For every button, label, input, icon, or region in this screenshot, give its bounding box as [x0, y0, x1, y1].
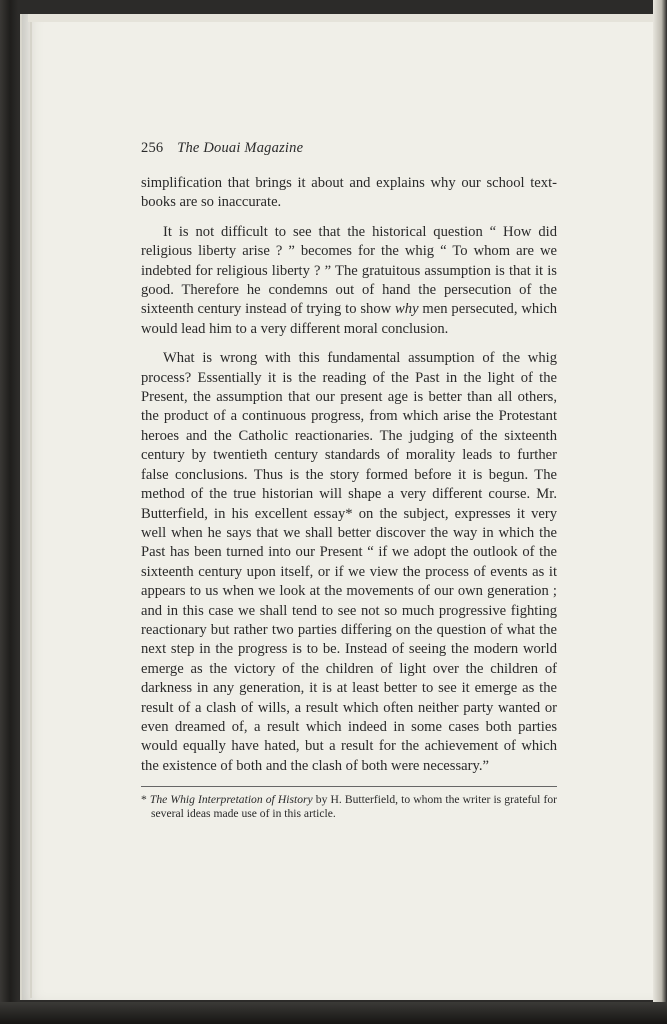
- book-bottom-edge: [0, 1002, 667, 1024]
- page-number: 256: [141, 140, 164, 156]
- running-title: The Douai Magazine: [177, 140, 304, 156]
- paragraph-1: simplification that brings it about and explains why our school text-books are so inaccurate.: [141, 175, 557, 211]
- paragraph-2-text-b: men persecuted, which would lead him to a very different moral conclusion.: [141, 301, 557, 337]
- paragraph-2-emphasis: why: [395, 301, 419, 318]
- page-text-block: [141, 140, 557, 821]
- page-inner-edge: [30, 22, 32, 998]
- running-head: [141, 140, 557, 162]
- footnote-rule: [141, 786, 557, 787]
- page-right-edge: [653, 0, 667, 1024]
- footnote-book-title: The Whig Interpretation of History: [149, 793, 313, 807]
- footnote: [141, 793, 557, 821]
- paragraph-2-text-a: It is not difficult to see that the historical question “ How did religious liberty arise ? ” becomes for the whig “ To whom are we indebted for religious liberty ? ” The gratuitous assumption is that it is good. Therefore he condemns out of hand the persecution of the sixteenth century instead of trying to show: [141, 223, 557, 318]
- page-top-edge: [28, 14, 654, 22]
- footnote-text: by H. Butterfield, to whom the writer is grateful for several ideas made use of in this article.: [151, 793, 557, 821]
- paragraph-2: [141, 223, 557, 339]
- footnote-marker: *: [141, 793, 150, 807]
- paragraph-3: What is wrong with this fundamental assumption of the whig process? Essentially it is the reading of the Past in the light of the Present, the assumption that our present age is better than all others, the product of a continuous progress, from which arise the Protestant heroes and the Catholic reactionaries. The judging of the sixteenth century by twentieth century standards of morality leads to further false conclusions. Thus is the story formed before it is begun. The method of the true historian will shape a very different course. Mr. Butterfield, in his excellent essay* on the subject, expresses it very well when he says that we shall better discover the way in which the Past has been turned into our Present “ if we adopt the outlook of the sixteenth century upon itself, or if we view the process of events as it appears to us when we look at the movements of our own generation ; and in this case we shall tend to see not so much progressive fighting reactionary but rather two parties differing on the question of what the next step in the progress is to be. Instead of seeing the modern world emerge as the victory of the children of light over the children of darkness in any generation, it is at least better to see it emerge as the result of a clash of wills, a result which often neither party wanted or even dreamed of, a result which indeed in some cases both parties would equally have hated, but a result for the achievement of which the existence of both and the clash of both were necessary.”: [141, 350, 557, 774]
